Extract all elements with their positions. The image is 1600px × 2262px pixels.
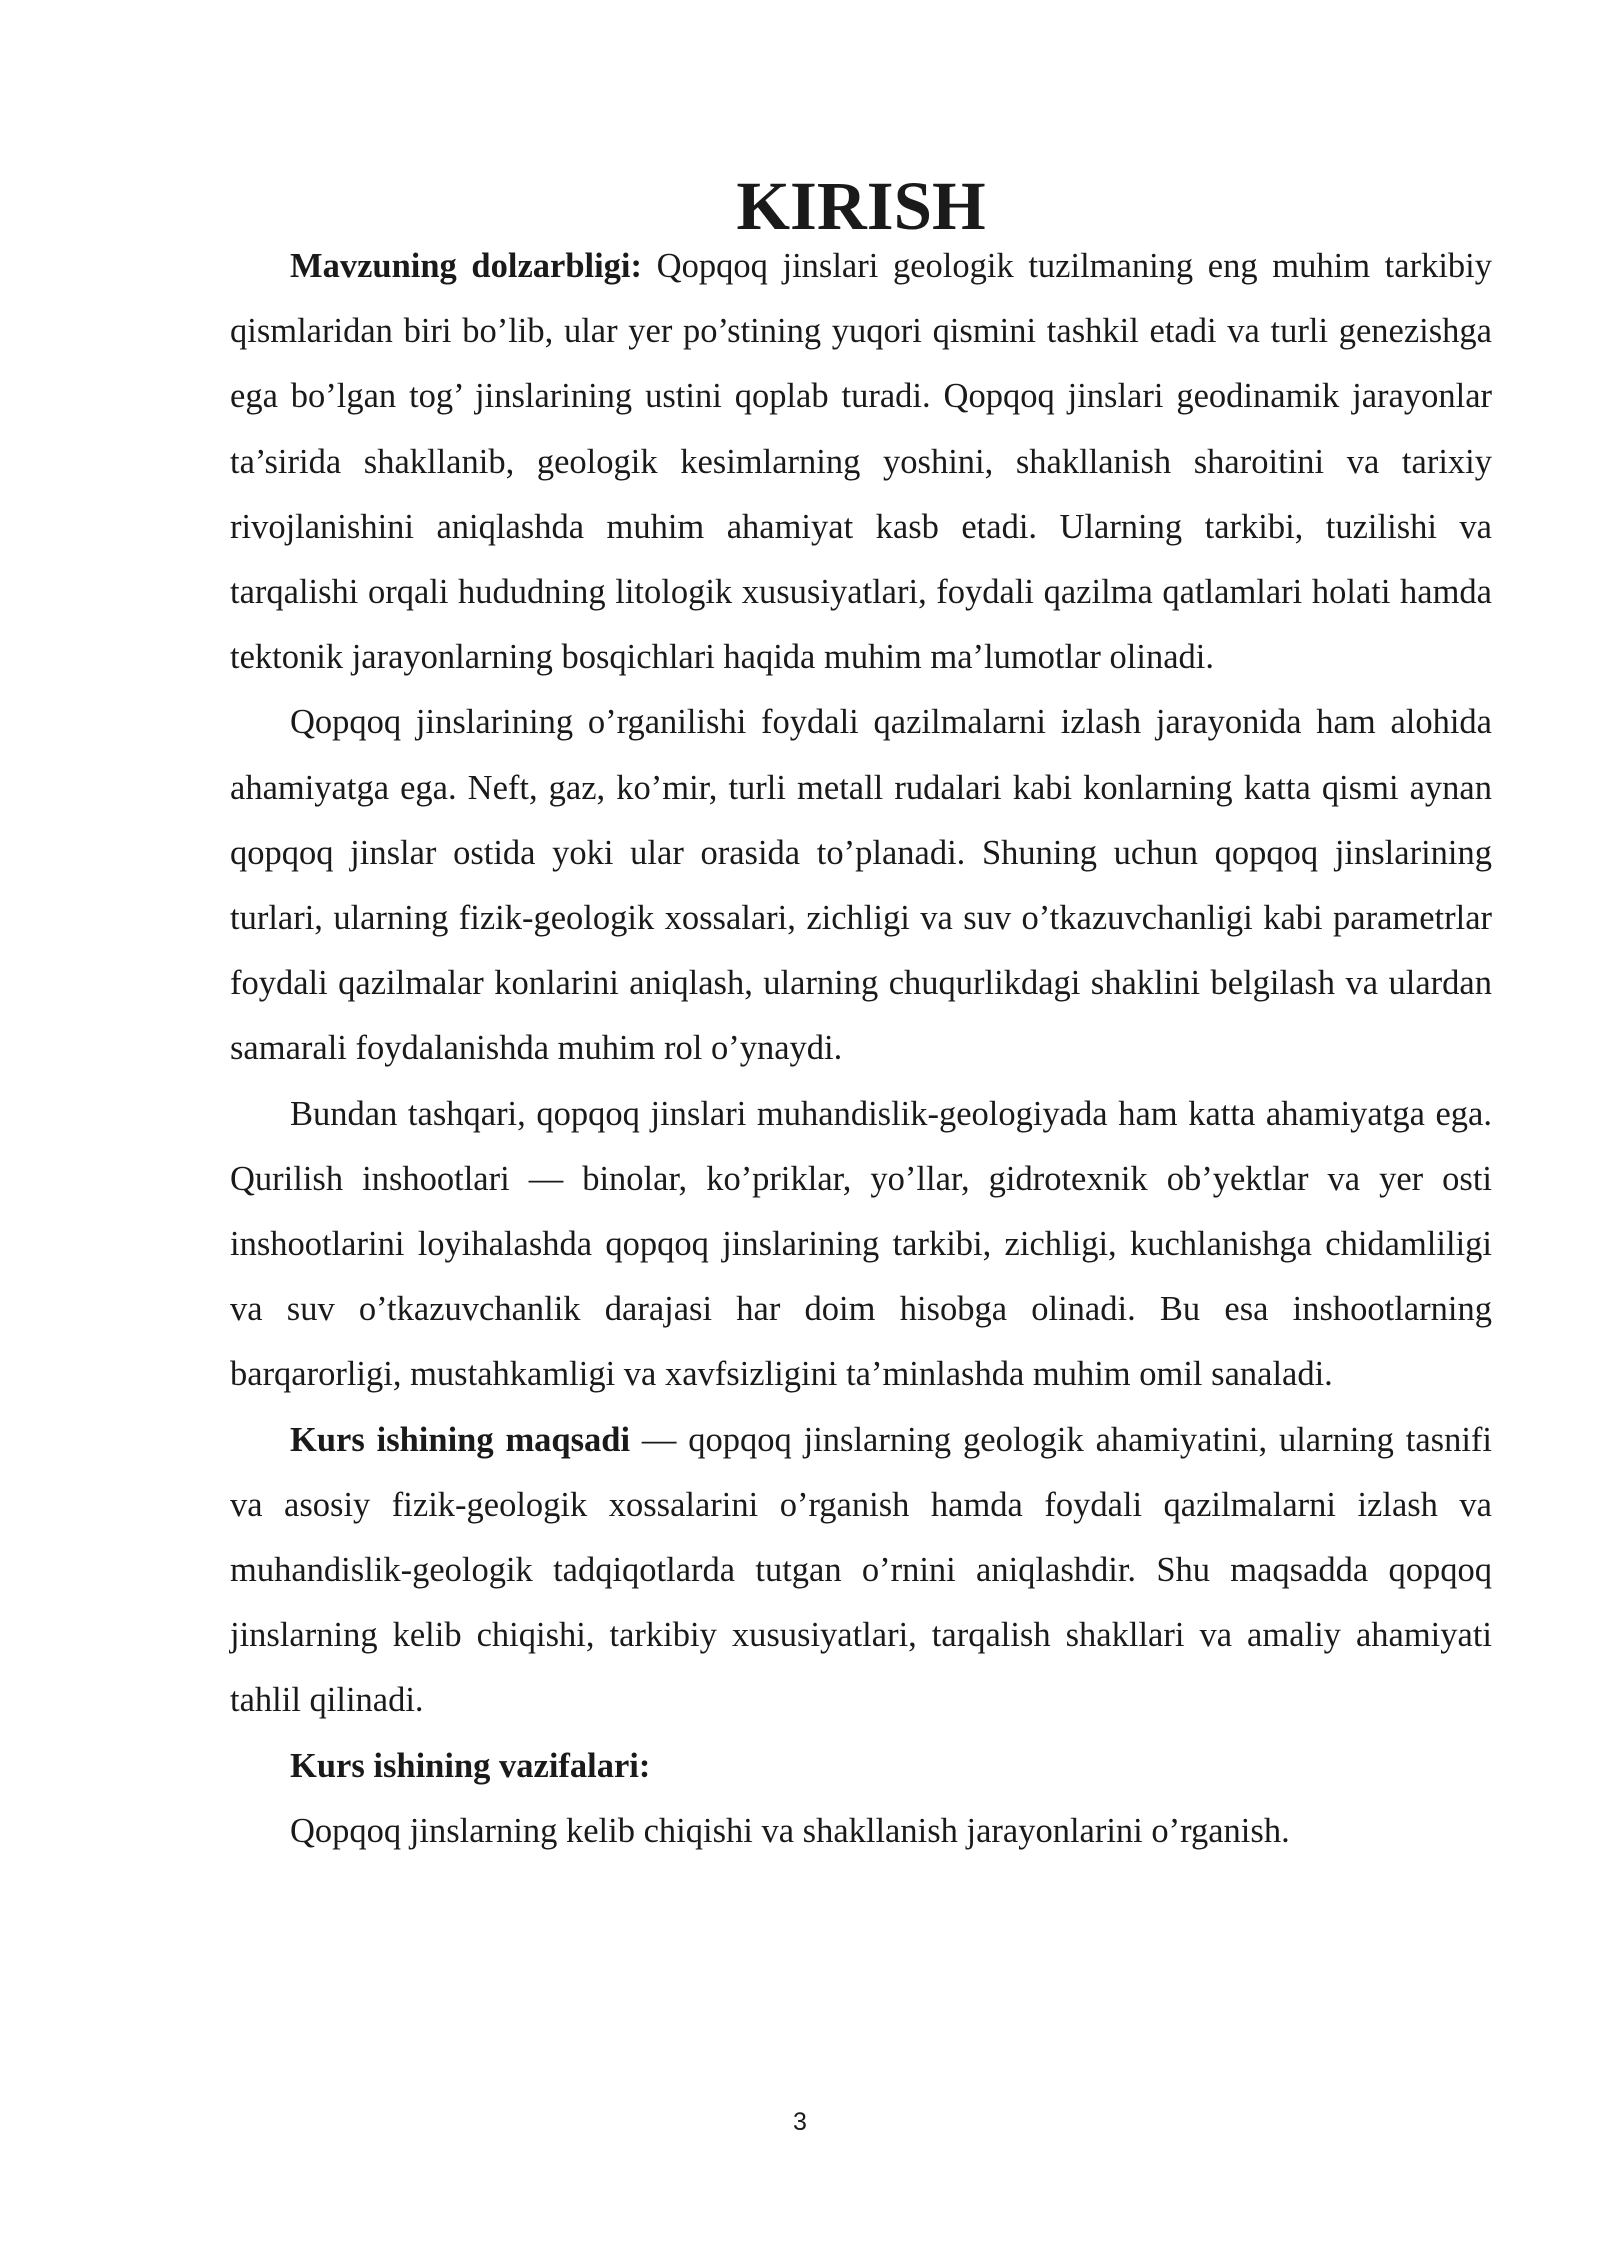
page-body — [230, 168, 1492, 1864]
paragraph-heading: Mavzuning dolzarbligi: — [290, 247, 643, 285]
paragraph-purpose — [230, 1408, 1492, 1734]
paragraph-heading: Kurs ishining maqsadi — [290, 1420, 631, 1459]
paragraph-text: — qopqoq jinslarning geologik ahamiyatini, ularning tasnifi va asosiy fizik-geologik xossalarini o’rganish hamda foydali qazilmalarni izlash va muhandislik-geologik tadqiqotlarda tutgan o’rnini aniqlashdir. Shu maqsadda qopqoq jinslarning kelib chiqishi, tarkibiy xususiyatlari, tarqalish shakllari va amaliy ahamiyati tahlil qilinadi. — [230, 1420, 1492, 1720]
paragraph-engineering-geology — [230, 1082, 1492, 1408]
paragraph-text: Bundan tashqari, qopqoq jinslari muhandislik-geologiyada ham katta ahamiyatga ega. Qurilish inshootlari — binolar, ko’priklar, yo’llar, gidrotexnik ob’yektlar va yer osti inshootlarini loyihalashda qopqoq jinslarining tarkibi, zichligi, kuchlanishga chidamliligi va suv o’tkazuvchanlik darajasi har doim hisobga olinadi. Bu esa inshootlarning barqarorligi, mustahkamligi va xavfsizligini ta’minlashda muhim omil sanaladi. — [230, 1094, 1492, 1394]
paragraph-relevance — [230, 234, 1492, 690]
paragraph-heading: Kurs ishining vazifalari: — [290, 1746, 651, 1785]
paragraph-mineral-search — [230, 690, 1492, 1081]
paragraph-text: Qopqoq jinslarning kelib chiqishi va shakllanish jarayonlarini o’rganish. — [290, 1811, 1290, 1850]
paragraph-task-item — [230, 1799, 1492, 1864]
page-number: 3 — [793, 2108, 807, 2136]
paragraph-tasks-heading — [230, 1734, 1492, 1799]
paragraph-text: Qopqoq jinslari geologik tuzilmaning eng muhim tarkibiy qismlaridan biri bo’lib, ular yer po’stining yuqori qismini tashkil etadi va turli genezishga ega bo’lgan tog’ jinslarining ustini qoplab turadi. Qopqoq jinslari geodinamik jarayonlar ta’sirida shakllanib, geologik kesimlarning yoshini, shakllanish sharoitini va tarixiy rivojlanishini aniqlashda muhim ahamiyat kasb etadi. Ularning tarkibi, tuzilishi va tarqalishi orqali hududning litologik xususiyatlari, foydali qazilma qatlamlari holati hamda tektonik jarayonlarning bosqichlari haqida muhim ma’lumotlar olinadi. — [230, 247, 1492, 677]
paragraph-text: Qopqoq jinslarining o’rganilishi foydali qazilmalarni izlash jarayonida ham alohida ahamiyatga ega. Neft, gaz, ko’mir, turli metall rudalari kabi konlarning katta qismi aynan qopqoq jinslar ostida yoki ular orasida to’planadi. Shuning uchun qopqoq jinslarining turlari, ularning fizik-geologik xossalari, zichligi va suv o’tkazuvchanligi kabi parametrlar foydali qazilmalar konlarini aniqlash, ularning chuqurlikdagi shaklini belgilash va ulardan samarali foydalanishda muhim rol o’ynaydi. — [230, 703, 1492, 1068]
page-title: KIRISH — [736, 168, 986, 244]
